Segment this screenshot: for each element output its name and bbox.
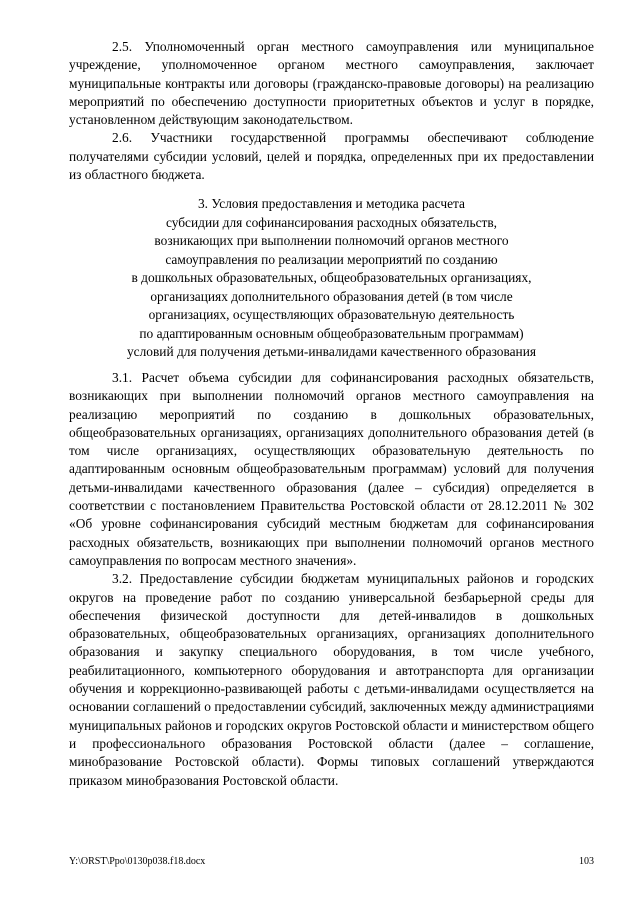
paragraph-3-1: 3.1. Расчет объема субсидии для софинансирования расходных обязательств, возникающих при выполнении полномочий органов местного самоуправления на реализацию мероприятий по созданию в дошкольных образовательных, общеобразовательных организациях, организациях дополнительного образования детей (в том числе организациях, осуществляющих образовательную деятельность по адаптированным основным общеобразовательным программам) условий для получения детьми-инвалидами качественного образования (далее – субсидия) определяется в соответствии с постановлением Правительства Ростовской области от 28.12.2011 № 302 «Об уровне софинансирования субсидий местным бюджетам для софинансирования расходных обязательств, возникающих при выполнении полномочий органов местного самоуправления по вопросам местного значения». <box>69 370 594 568</box>
paragraph-2-5: 2.5. Уполномоченный орган местного самоуправления или муниципальное учреждение, уполномоченное органом местного самоуправления, заключает муниципальные контракты или договоры (гражданско-правовые договоры) на реализацию мероприятий по обеспечению доступности приоритетных объектов и услуг в порядке, установленном действующим законодательством. <box>69 39 594 128</box>
heading-line: условий для получения детьми-инвалидами качественного образования <box>126 344 537 359</box>
paragraph-2-6: 2.6. Участники государственной программы обеспечивают соблюдение получателями субсидии условий, целей и порядка, определенных при их предоставлении из областного бюджета. <box>69 130 594 183</box>
heading-line: возникающих при выполнении полномочий органов местного <box>154 233 509 248</box>
footer-file-path: Y:\ORST\Ppo\0130p038.f18.docx <box>69 856 206 867</box>
page-number: 103 <box>579 856 594 867</box>
heading-line: по адаптированным основным общеобразовательным программам) <box>139 325 524 341</box>
heading-line: организациях, осуществляющих образовательную деятельность <box>148 307 515 322</box>
paragraph-3-2: 3.2. Предоставление субсидии бюджетам муниципальных районов и городских округов на проведение работ по созданию универсальной безбарьерной среды для обеспечения физической доступности для детей-инвалидов в дошкольных образовательных, общеобразовательных организациях, организациях дополнительного образования и закупку специального оборудования, в том числе учебного, реабилитационного, компьютерного оборудования и автотранспорта для организации обучения и коррекционно-развивающей работы с детьми-инвалидами осуществляется на основании соглашений о предоставлении субсидий, заключенных между администрациями муниципальных районов и городских округов Ростовской области и министерством общего и профессионального образования Ростовской области (далее – соглашение, минобразование Ростовской области). Формы типовых соглашений утверждаются приказом минобразования Ростовской области. <box>69 571 594 788</box>
section-2-paragraphs <box>69 38 594 184</box>
heading-line: 3. Условия предоставления и методика расчета <box>197 196 465 211</box>
section-3-paragraphs <box>69 369 594 790</box>
heading-line: организациях дополнительного образования детей (в том числе <box>150 288 513 304</box>
section-3-heading <box>69 195 594 362</box>
heading-line: в дошкольных образовательных, общеобразовательных организациях, <box>131 270 532 285</box>
heading-line: субсидии для софинансирования расходных обязательств, <box>165 214 498 230</box>
heading-line: самоуправления по реализации мероприятий по созданию <box>165 251 498 267</box>
